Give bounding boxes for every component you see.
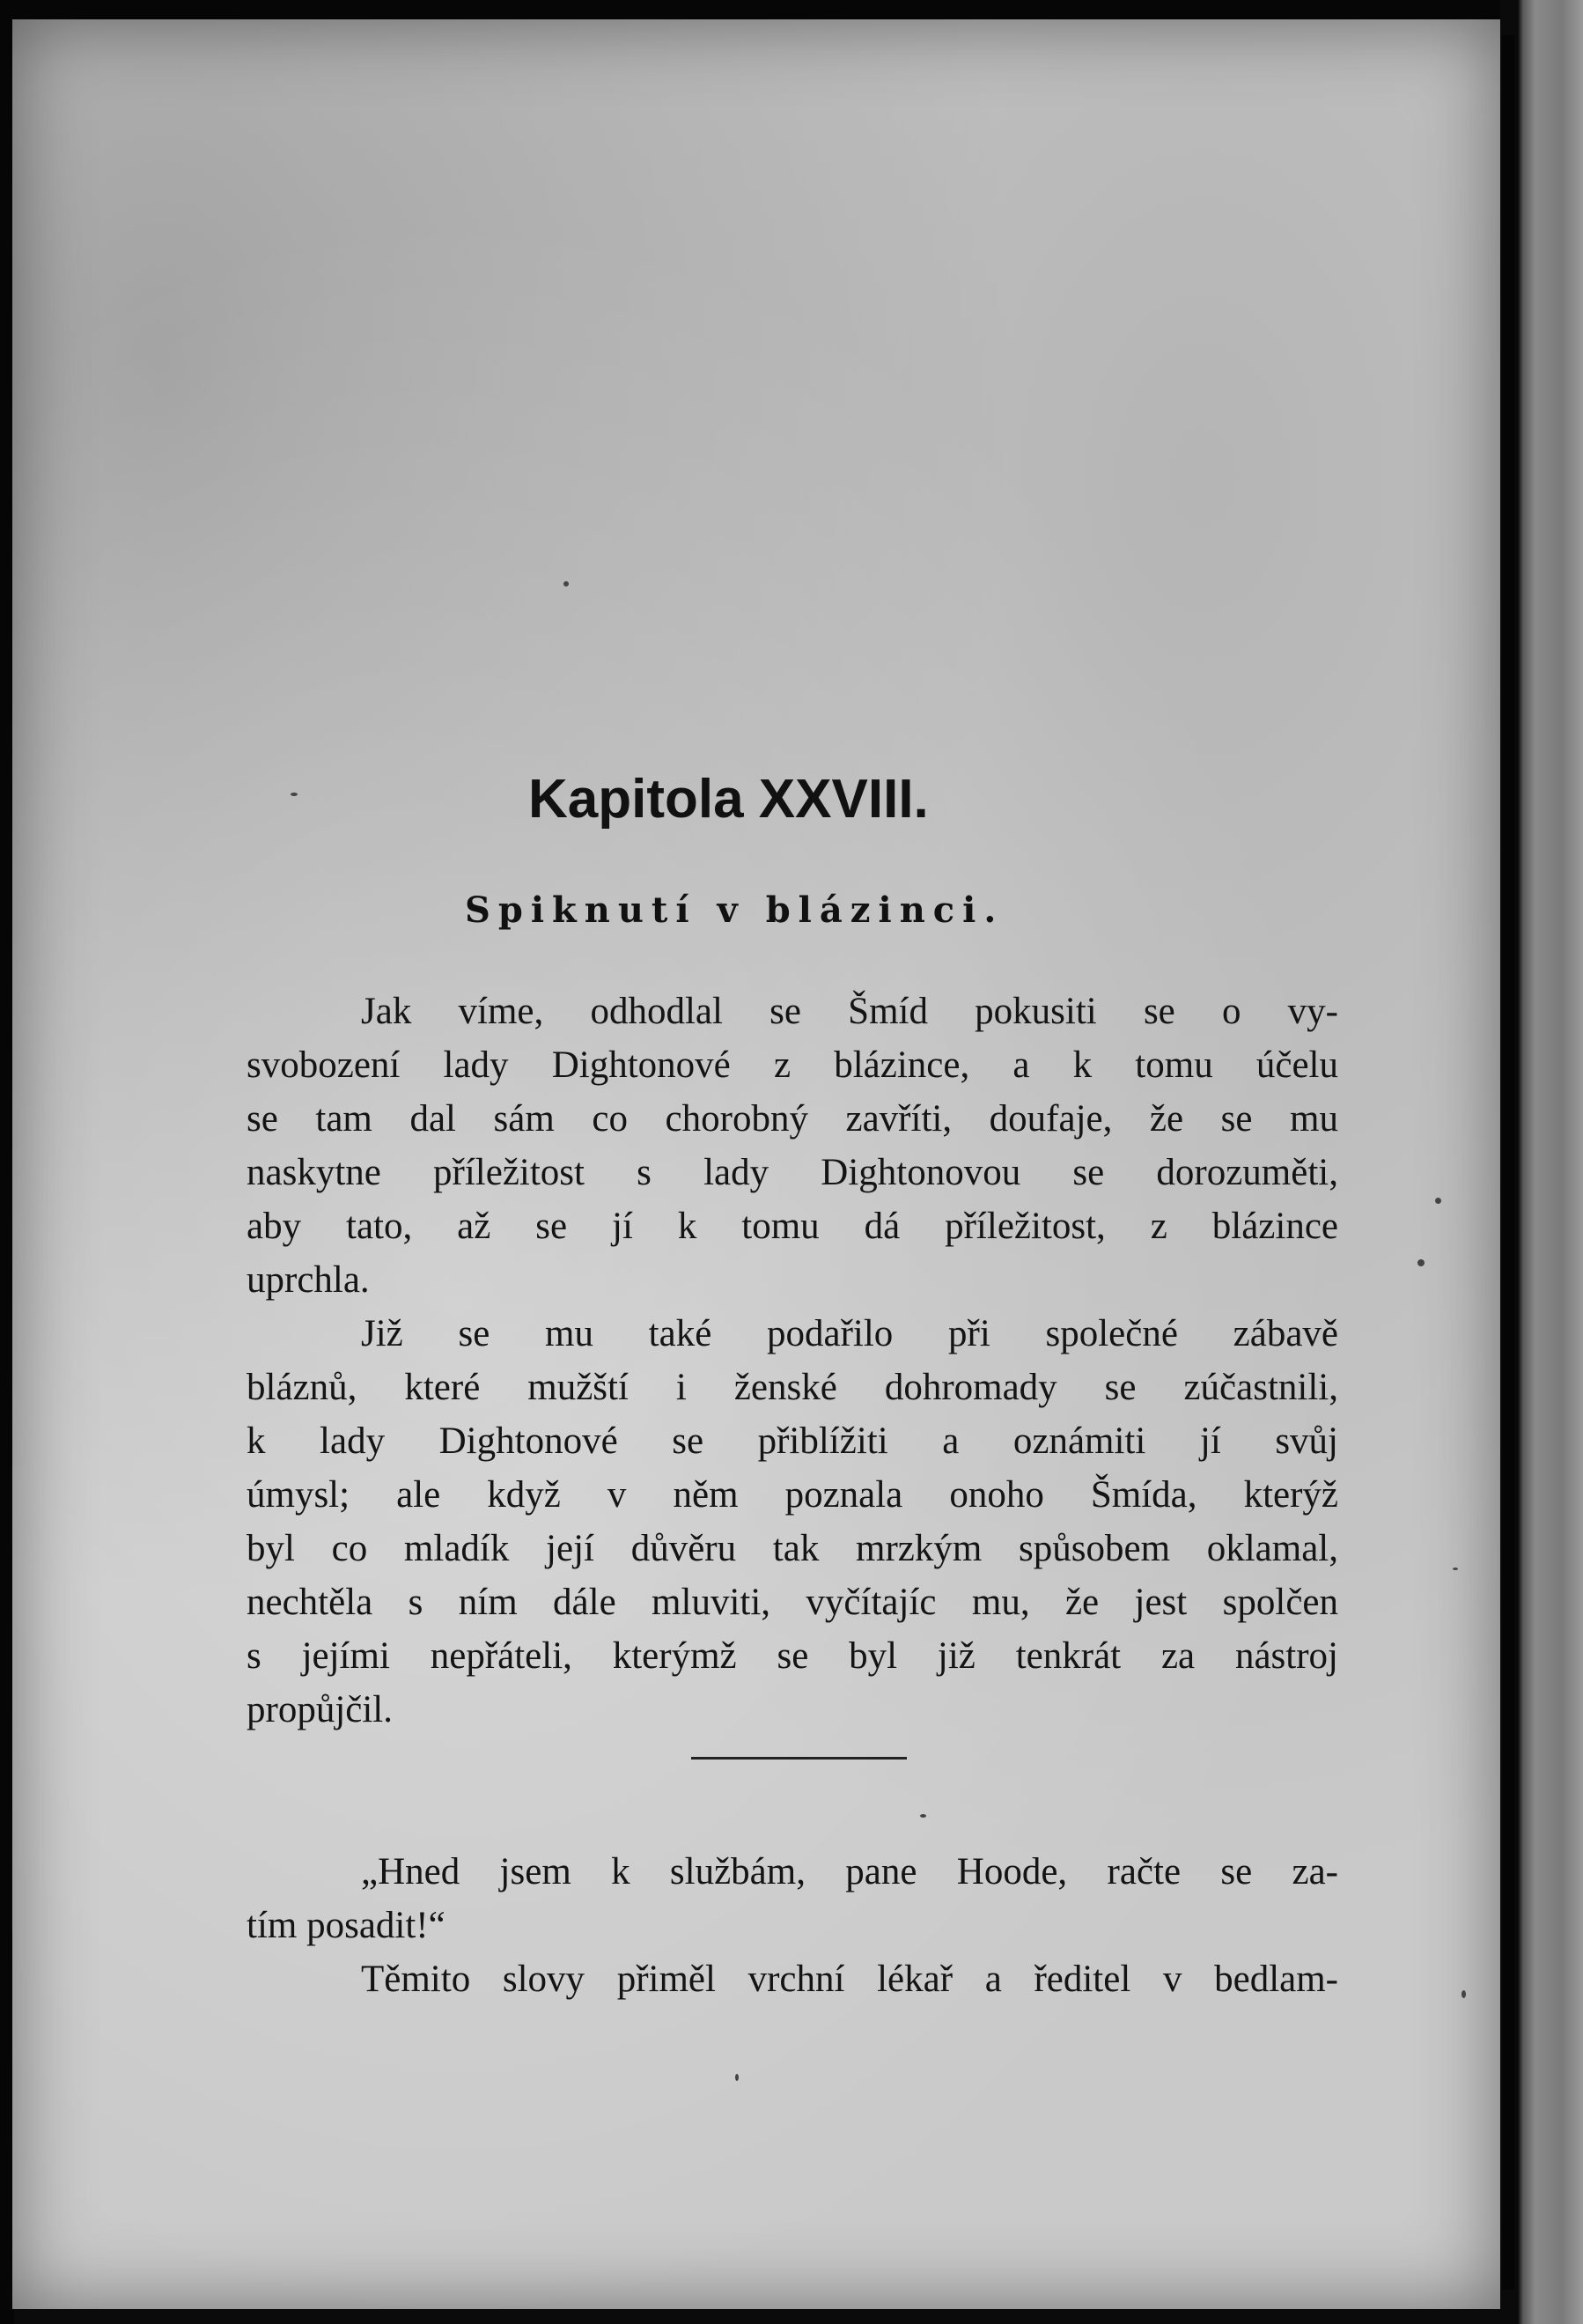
scan-speck [563, 581, 569, 587]
scan-speck [920, 1814, 926, 1818]
text-line: byl co mladík její důvěru tak mrzkým spůsobem oklamal, [247, 1528, 1338, 1569]
text-line: bláznů, které mužští i ženské dohromady se zúčastnili, [247, 1367, 1338, 1408]
binding-line [1502, 35, 1514, 2290]
paragraph-2 [247, 1307, 1338, 1737]
text-line: nechtěla s ním dále mluviti, vyčítajíc mu, že jest spolčen [247, 1582, 1338, 1623]
paragraph-4 [247, 1952, 1338, 2006]
scan-speck [1417, 1259, 1425, 1266]
chapter-title: Kapitola XXVIII. [528, 769, 929, 830]
text-line: se tam dal sám co chorobný zavříti, doufaje, že se mu [247, 1098, 1338, 1140]
text-line: naskytne příležitost s lady Dightonovou se dorozuměti, [247, 1152, 1338, 1193]
text-line: tím posadit!“ [247, 1905, 445, 1946]
scan-speck [1435, 1198, 1441, 1204]
text-line: s jejími nepřáteli, kterýmž se byl již tenkrát za nástroj [247, 1635, 1338, 1677]
text-line: Jak víme, odhodlal se Šmíd pokusiti se o vy- [361, 991, 1338, 1032]
scan-speck [1453, 1568, 1458, 1570]
text-line: Již se mu také podařilo při společné zábavě [361, 1313, 1338, 1354]
text-line: propůjčil. [247, 1689, 393, 1730]
text-line: svobození lady Dightonové z blázince, a k tomu účelu [247, 1044, 1338, 1086]
paragraph-1 [247, 985, 1338, 1307]
text-line: uprchla. [247, 1259, 370, 1301]
text-line: aby tato, až se jí k tomu dá příležitost, z blázince [247, 1206, 1338, 1247]
text-line: k lady Dightonové se přiblížiti a oznámiti jí svůj [247, 1420, 1338, 1462]
section-separator [691, 1757, 907, 1760]
text-line: Těmito slovy přiměl vrchní lékař a ředitel v bedlam- [361, 1959, 1338, 2000]
chapter-subtitle: Spiknutí v blázinci. [465, 889, 1005, 931]
scan-border-top [0, 0, 1583, 21]
paragraph-3 [247, 1845, 1338, 1952]
text-line: úmysl; ale když v něm poznala onoho Šmída, kterýž [247, 1474, 1338, 1516]
text-line: „Hned jsem k službám, pane Hoode, račte se za- [361, 1851, 1338, 1892]
scan-speck [291, 793, 298, 796]
scan-speck [735, 2074, 739, 2081]
scan-speck [1462, 1990, 1466, 1998]
